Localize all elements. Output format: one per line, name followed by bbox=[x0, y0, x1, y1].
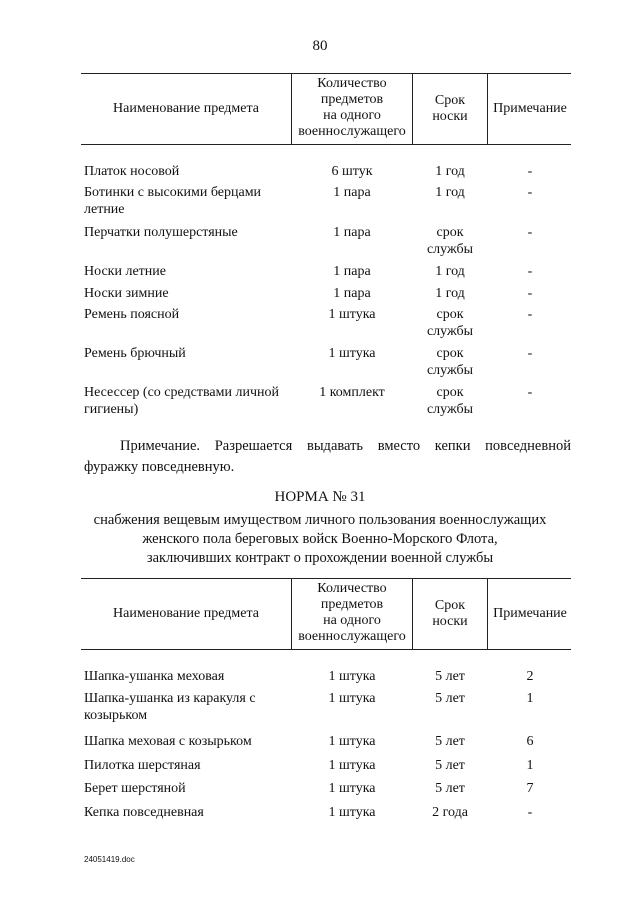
item-term: 1 год bbox=[435, 264, 465, 279]
item-term: 2 года bbox=[432, 805, 468, 820]
item-quantity: 6 штук bbox=[331, 164, 373, 179]
table-1-divider bbox=[487, 73, 488, 144]
table-1-header-note: Примечание bbox=[493, 101, 567, 116]
document-filename: 24051419.doc bbox=[84, 855, 135, 864]
table-2-header-rule bbox=[81, 649, 571, 650]
table-1-header-rule bbox=[81, 144, 571, 145]
item-term: 5 лет bbox=[435, 781, 465, 796]
item-note: - bbox=[527, 225, 533, 240]
item-quantity: 1 штука bbox=[328, 805, 376, 820]
item-term: срок службы bbox=[426, 385, 474, 417]
table-1-header-quantity: Количество предметов на одного военнослужащего bbox=[298, 76, 406, 139]
page-number: 80 bbox=[312, 38, 328, 54]
item-note: 2 bbox=[526, 669, 534, 684]
norm-title: НОРМА № 31 bbox=[274, 489, 366, 505]
table-1-header-name: Наименование предмета bbox=[113, 101, 259, 116]
item-term: 1 год bbox=[435, 185, 465, 200]
item-quantity: 1 штука bbox=[328, 758, 376, 773]
item-term: 5 лет bbox=[435, 669, 465, 684]
item-quantity: 1 штука bbox=[328, 781, 376, 796]
item-quantity: 1 пара bbox=[333, 225, 371, 240]
item-name: Ремень поясной bbox=[84, 307, 180, 322]
item-note: - bbox=[527, 346, 533, 361]
item-quantity: 1 штука bbox=[328, 691, 376, 706]
item-quantity: 1 штука bbox=[328, 307, 376, 322]
item-quantity: 1 комплект bbox=[319, 385, 385, 400]
note-line-1: Примечание. Разрешается выдавать вместо кепки повседневной bbox=[120, 438, 571, 454]
item-term: срок службы bbox=[426, 346, 474, 378]
item-name: Берет шерстяной bbox=[84, 781, 186, 796]
item-quantity: 1 штука bbox=[328, 346, 376, 361]
item-term: 5 лет bbox=[435, 734, 465, 749]
item-term: 1 год bbox=[435, 286, 465, 301]
item-note: 7 bbox=[526, 781, 534, 796]
item-quantity: 1 пара bbox=[333, 185, 371, 200]
item-quantity: 1 пара bbox=[333, 286, 371, 301]
item-name: Перчатки полушерстяные bbox=[84, 225, 238, 240]
item-name: Шапка меховая с козырьком bbox=[84, 734, 252, 749]
table-1-top-rule bbox=[81, 73, 571, 74]
item-term: срок службы bbox=[426, 225, 474, 257]
item-name: Пилотка шерстяная bbox=[84, 758, 201, 773]
item-name: Шапка-ушанка меховая bbox=[84, 669, 225, 684]
item-name: Ботинки с высокими берцами летние bbox=[84, 185, 262, 217]
item-note: 1 bbox=[526, 691, 534, 706]
item-quantity: 1 штука bbox=[328, 734, 376, 749]
item-note: 6 bbox=[526, 734, 534, 749]
item-note: - bbox=[527, 185, 533, 200]
table-1-header-term: Срок носки bbox=[432, 93, 468, 124]
item-name: Ремень брючный bbox=[84, 346, 186, 361]
table-2-header-note: Примечание bbox=[493, 606, 567, 621]
table-2-header-quantity: Количество предметов на одного военнослужащего bbox=[298, 581, 406, 644]
item-name: Носки летние bbox=[84, 264, 166, 279]
item-note: 1 bbox=[526, 758, 534, 773]
item-term: срок службы bbox=[426, 307, 474, 339]
item-note: - bbox=[527, 385, 533, 400]
table-2-header-name: Наименование предмета bbox=[113, 606, 259, 621]
item-note: - bbox=[527, 286, 533, 301]
item-name: Кепка повседневная bbox=[84, 805, 204, 820]
note-line-2: фуражку повседневную. bbox=[84, 459, 235, 475]
item-term: 1 год bbox=[435, 164, 465, 179]
table-2-divider bbox=[487, 578, 488, 649]
item-name: Несессер (со средствами личной гигиены) bbox=[84, 385, 280, 417]
norm-subtitle: снабжения вещевым имуществом личного пользования военнослужащих женского пола береговых войск Военно-Морского Флота, заключивших контракт о прохождении военной службы bbox=[93, 512, 547, 566]
item-quantity: 1 штука bbox=[328, 669, 376, 684]
item-note: - bbox=[527, 264, 533, 279]
item-term: 5 лет bbox=[435, 758, 465, 773]
item-name: Шапка-ушанка из каракуля с козырьком bbox=[84, 691, 256, 723]
table-2-top-rule bbox=[81, 578, 571, 579]
item-name: Платок носовой bbox=[84, 164, 180, 179]
item-name: Носки зимние bbox=[84, 286, 169, 301]
table-2-header-term: Срок носки bbox=[432, 598, 468, 629]
item-quantity: 1 пара bbox=[333, 264, 371, 279]
item-note: - bbox=[527, 805, 533, 820]
note-paragraph bbox=[84, 436, 571, 478]
item-note: - bbox=[527, 164, 533, 179]
item-note: - bbox=[527, 307, 533, 322]
item-term: 5 лет bbox=[435, 691, 465, 706]
